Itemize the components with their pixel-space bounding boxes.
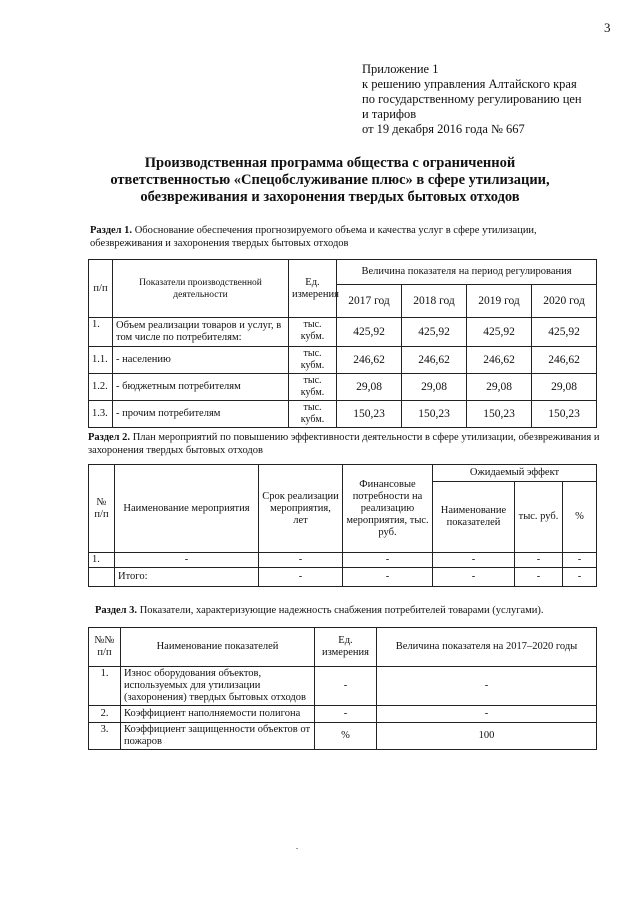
row-unit: тыс. кубм. bbox=[289, 401, 337, 428]
appendix-line: Приложение 1 bbox=[362, 62, 439, 76]
table-row bbox=[89, 706, 597, 723]
table-row bbox=[89, 374, 597, 401]
row-name: Коэффициент наполняемости полигона bbox=[121, 706, 315, 723]
row-num: 1.2. bbox=[89, 374, 113, 401]
section3-table bbox=[88, 627, 597, 750]
row-value: 425,92 bbox=[467, 318, 532, 347]
section1-heading bbox=[90, 224, 610, 250]
header-name: Наименование мероприятия bbox=[115, 465, 259, 553]
header-year: 2018 год bbox=[402, 285, 467, 318]
row-unit: - bbox=[315, 667, 377, 706]
row-value: 246,62 bbox=[532, 347, 597, 374]
header-name: Наименование показателей bbox=[121, 628, 315, 667]
total-effect-name: - bbox=[433, 568, 515, 587]
header-pct: % bbox=[563, 482, 597, 553]
row-name: - прочим потребителям bbox=[113, 401, 289, 428]
row-value: 29,08 bbox=[402, 374, 467, 401]
row-num: 1. bbox=[89, 667, 121, 706]
row-term: - bbox=[259, 553, 343, 568]
table-row-total bbox=[89, 568, 597, 587]
row-value: - bbox=[377, 667, 597, 706]
row-num: 1.3. bbox=[89, 401, 113, 428]
appendix-header bbox=[362, 62, 582, 137]
header-unit: Ед. измерения bbox=[315, 628, 377, 667]
header-finance: Финансовые потребности на реализацию мероприятия, тыс. руб. bbox=[343, 465, 433, 553]
total-label: Итого: bbox=[115, 568, 259, 587]
row-value: 29,08 bbox=[337, 374, 402, 401]
table-row bbox=[89, 723, 597, 750]
row-value: 100 bbox=[377, 723, 597, 750]
row-unit: тыс. кубм. bbox=[289, 374, 337, 401]
row-unit: тыс. кубм. bbox=[289, 347, 337, 374]
total-rub: - bbox=[515, 568, 563, 587]
title-line: Производственная программа общества с ограниченной bbox=[144, 155, 516, 171]
scan-speck bbox=[296, 848, 298, 849]
header-term: Срок реализации мероприятия, лет bbox=[259, 465, 343, 553]
table-row bbox=[89, 553, 597, 568]
row-value: 425,92 bbox=[402, 318, 467, 347]
header-year: 2020 год bbox=[532, 285, 597, 318]
title-line: обезвреживания и захоронения твердых бытовых отходов bbox=[140, 189, 520, 205]
header-rub: тыс. руб. bbox=[515, 482, 563, 553]
header-year: 2019 год bbox=[467, 285, 532, 318]
header-effect-name: Наименование показателей bbox=[433, 482, 515, 553]
row-name: - bbox=[115, 553, 259, 568]
appendix-line: и тарифов bbox=[362, 107, 417, 121]
row-finance: - bbox=[343, 553, 433, 568]
appendix-line: от 19 декабря 2016 года № 667 bbox=[362, 122, 525, 136]
row-name: Износ оборудования объектов, используемых для утилизации (захоронения) твердых бытовых отходов bbox=[121, 667, 315, 706]
row-effect-name: - bbox=[433, 553, 515, 568]
row-pct: - bbox=[563, 553, 597, 568]
row-value: 150,23 bbox=[402, 401, 467, 428]
table-row bbox=[89, 667, 597, 706]
row-value: 29,08 bbox=[467, 374, 532, 401]
row-num: 1. bbox=[89, 553, 115, 568]
section2-label: Раздел 2. bbox=[88, 432, 131, 443]
section2-text: План мероприятий по повышению эффективности деятельности в сфере утилизации, обезвреживания и захоронения твердых бытовых отходов bbox=[88, 432, 600, 456]
row-name: Объем реализации товаров и услуг, в том числе по потребителям: bbox=[113, 318, 289, 347]
header-period: Величина показателя на период регулирования bbox=[337, 260, 597, 285]
table-row bbox=[89, 347, 597, 374]
row-value: 29,08 bbox=[532, 374, 597, 401]
row-num: 3. bbox=[89, 723, 121, 750]
row-num: 1. bbox=[89, 318, 113, 347]
row-num: 1.1. bbox=[89, 347, 113, 374]
header-effect: Ожидаемый эффект bbox=[433, 465, 597, 482]
total-pct: - bbox=[563, 568, 597, 587]
row-value: 425,92 bbox=[337, 318, 402, 347]
section1-table bbox=[88, 259, 597, 428]
row-value: 150,23 bbox=[337, 401, 402, 428]
title-line: ответственностью «Спецобслуживание плюс» в сфере утилизации, bbox=[110, 172, 550, 188]
row-name: Коэффициент защищенности объектов от пожаров bbox=[121, 723, 315, 750]
row-value: 150,23 bbox=[467, 401, 532, 428]
total-finance: - bbox=[343, 568, 433, 587]
row-rub: - bbox=[515, 553, 563, 568]
appendix-line: к решению управления Алтайского края bbox=[362, 77, 577, 91]
row-value: 246,62 bbox=[402, 347, 467, 374]
section2-heading bbox=[88, 431, 608, 457]
row-value: - bbox=[377, 706, 597, 723]
row-name: - населению bbox=[113, 347, 289, 374]
header-num: № п/п bbox=[89, 465, 115, 553]
section3-text: Показатели, характеризующие надежность снабжения потребителей товарами (услугами). bbox=[137, 605, 544, 616]
header-indicator: Показатели производственной деятельности bbox=[113, 260, 289, 318]
section2-table bbox=[88, 464, 597, 587]
page-number: 3 bbox=[604, 20, 611, 35]
appendix-line: по государственному регулированию цен bbox=[362, 92, 582, 106]
row-value: 246,62 bbox=[337, 347, 402, 374]
header-num: п/п bbox=[89, 260, 113, 318]
section1-label: Раздел 1. bbox=[90, 225, 133, 236]
row-name: - бюджетным потребителям bbox=[113, 374, 289, 401]
header-unit: Ед. измерения bbox=[289, 260, 337, 318]
section1-text: Обоснование обеспечения прогнозируемого объема и качества услуг в сфере утилизации, обезвреживания и захоронения твердых бытовых отходов bbox=[90, 225, 537, 249]
table-row bbox=[89, 401, 597, 428]
row-unit: % bbox=[315, 723, 377, 750]
section3-label: Раздел 3. bbox=[95, 605, 138, 616]
row-num: 2. bbox=[89, 706, 121, 723]
section3-heading bbox=[95, 604, 615, 617]
row-value: 246,62 bbox=[467, 347, 532, 374]
header-year: 2017 год bbox=[337, 285, 402, 318]
header-num: №№ п/п bbox=[89, 628, 121, 667]
total-num bbox=[89, 568, 115, 587]
row-unit: - bbox=[315, 706, 377, 723]
header-value: Величина показателя на 2017–2020 годы bbox=[377, 628, 597, 667]
document-title bbox=[60, 155, 600, 206]
row-value: 425,92 bbox=[532, 318, 597, 347]
row-value: 150,23 bbox=[532, 401, 597, 428]
table-row bbox=[89, 318, 597, 347]
row-unit: тыс. кубм. bbox=[289, 318, 337, 347]
total-term: - bbox=[259, 568, 343, 587]
